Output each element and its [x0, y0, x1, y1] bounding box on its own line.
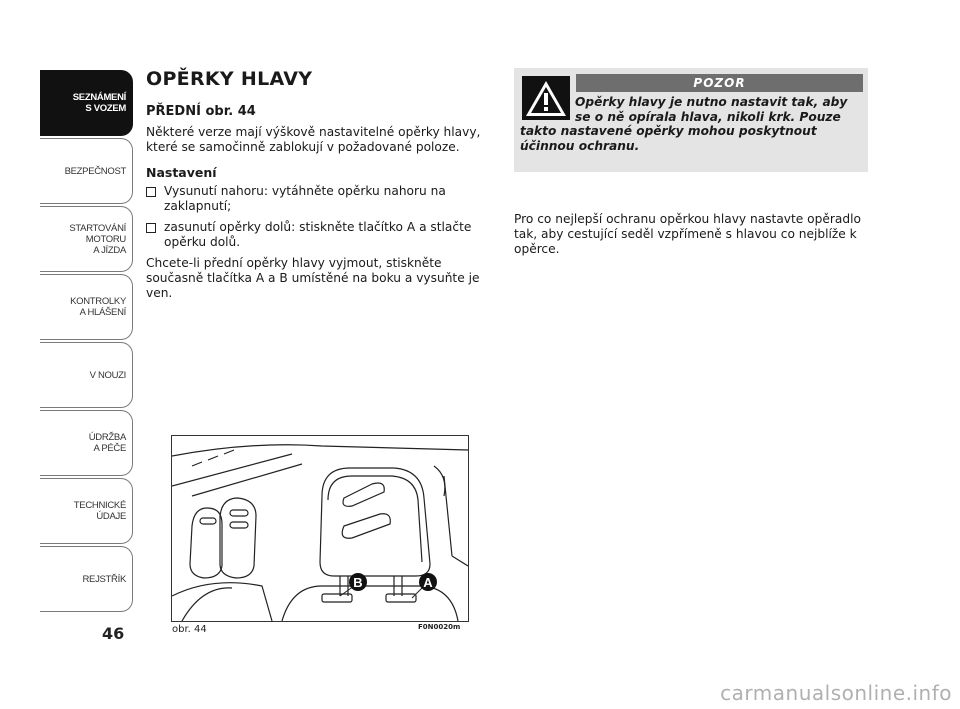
list-item: [146, 184, 482, 214]
removal-paragraph: Chcete-li přední opěrky hlavy vyjmout, stiskněte současně tlačítka A a B umístěné na boku a vysuňte je ven.: [146, 256, 480, 300]
warning-title: POZOR: [576, 74, 863, 92]
tab-label: ÚDRŽBA A PÉČE: [88, 432, 126, 454]
headrest-illustration: [171, 435, 469, 622]
tab-label: STARTOVÁNÍ MOTORU A JÍZDA: [69, 222, 126, 256]
label-a: A: [423, 575, 433, 590]
tab-udrzba[interactable]: [40, 410, 133, 476]
right-paragraph: Pro co nejlepší ochranu opěrkou hlavy nastavte opěradlo tak, aby cestující seděl vzpřímeně s hlavou co nejblíže k opěrce.: [514, 212, 861, 256]
page-number: 46: [102, 624, 125, 643]
list-item-text: zasunutí opěrky dolů: stiskněte tlačítko A a stlačte opěrku dolů.: [164, 220, 472, 249]
list-item-text: Vysunutí nahoru: vytáhněte opěrku nahoru na zaklapnutí;: [164, 184, 446, 213]
warning-line: účinnou ochranu.: [520, 138, 640, 153]
tab-label: TECHNICKÉ ÚDAJE: [73, 500, 126, 522]
list-item: [146, 220, 482, 250]
warning-text: [520, 95, 860, 153]
intro-paragraph: Některé verze mají výškově nastavitelné opěrky hlavy, které se samočinně zablokují v požadované poloze.: [146, 125, 481, 154]
section-subtitle: PŘEDNÍ obr. 44: [146, 104, 256, 119]
tab-label: V NOUZI: [89, 369, 126, 381]
tab-label: REJSTŘÍK: [82, 573, 126, 585]
section-heading: Nastavení: [146, 165, 217, 180]
warning-line: takto nastavené opěrky mohou poskytnout: [520, 124, 817, 138]
tab-rejstrik[interactable]: [40, 546, 133, 612]
tab-kontrolky[interactable]: [40, 274, 133, 340]
checkbox-bullet-icon: [146, 187, 156, 197]
tab-seznameni[interactable]: [40, 70, 133, 136]
tab-v-nouzi[interactable]: [40, 342, 133, 408]
tab-label: KONTROLKY A HLÁŠENÍ: [70, 296, 126, 318]
watermark: carmanualsonline.info: [720, 681, 952, 705]
figure-caption: obr. 44: [172, 624, 207, 635]
tab-technicke[interactable]: [40, 478, 133, 544]
headrest-drawing: [172, 436, 468, 621]
left-column: [146, 68, 482, 311]
checkbox-bullet-icon: [146, 223, 156, 233]
figure-code: F0N0020m: [418, 623, 461, 631]
warning-line: Opěrky hlavy je nutno nastavit tak, aby: [575, 95, 848, 109]
tab-startovani[interactable]: [40, 206, 133, 272]
warning-line: se o ně opírala hlava, nikoli krk. Pouze: [575, 109, 841, 124]
page-title: OPĚRKY HLAVY: [146, 68, 313, 90]
chapter-tabs: [40, 70, 133, 614]
label-b: B: [353, 575, 363, 590]
warning-box: [514, 68, 868, 172]
tab-label: SEZNÁMENÍ S VOZEM: [72, 92, 126, 114]
tab-label: BEZPEČNOST: [64, 165, 126, 177]
tab-bezpecnost[interactable]: [40, 138, 133, 204]
